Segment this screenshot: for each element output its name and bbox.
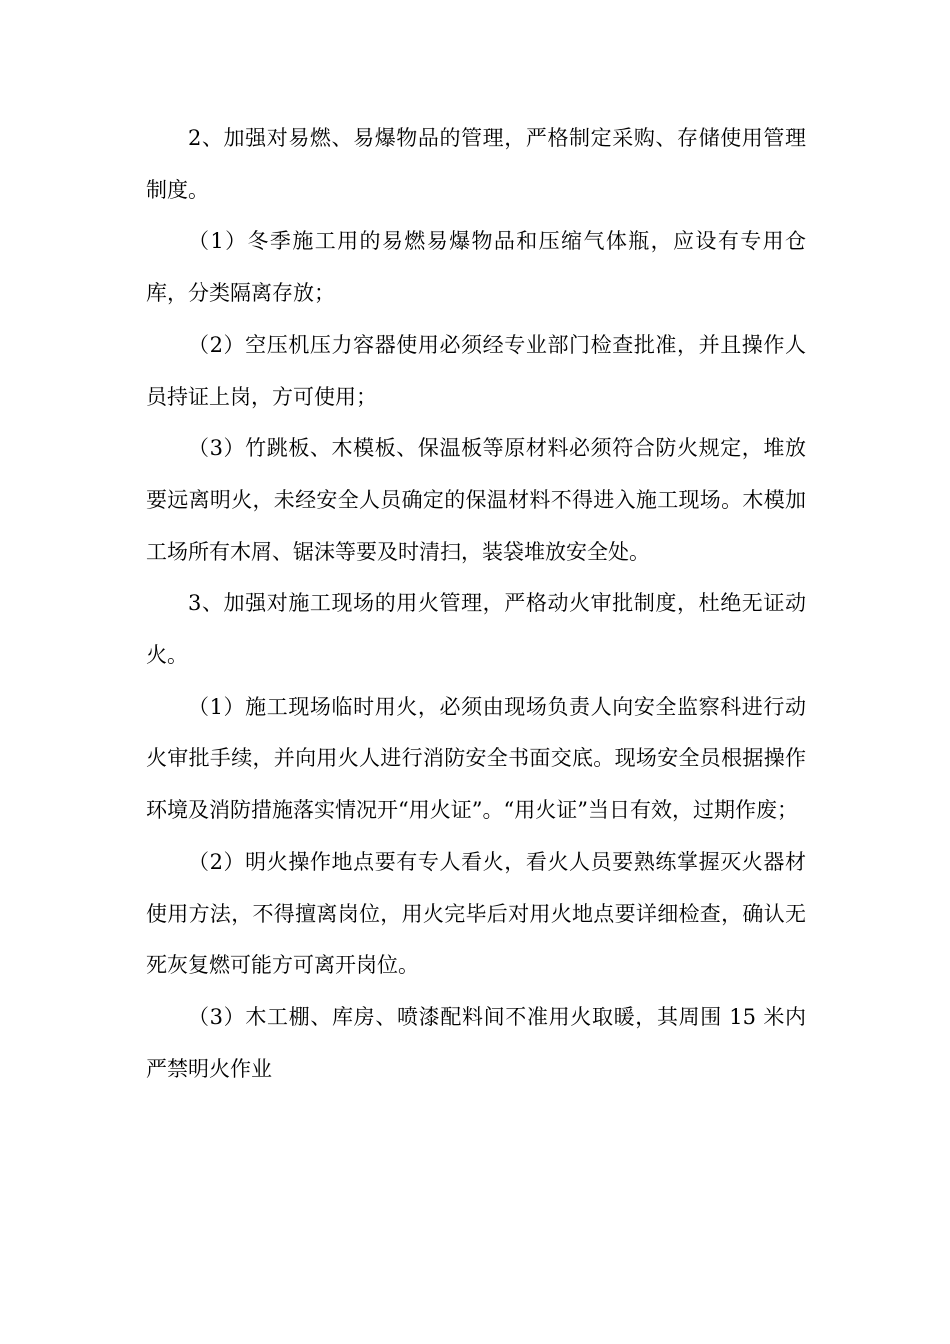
list-item-2-3: （3）竹跳板、木模板、保温板等原材料必须符合防火规定，堆放要远离明火，未经安全人员确定的保温材料不得进入施工现场。木模加工场所有木屑、锯沫等要及时清扫，装袋堆放安全处。 xyxy=(146,436,806,564)
section-heading-2: 2、加强对易燃、易爆物品的管理，严格制定采购、存储使用管理制度。 xyxy=(146,126,806,202)
list-item-2-2: （2）空压机压力容器使用必须经专业部门检查批准，并且操作人员持证上岗，方可使用； xyxy=(146,332,806,409)
document-body xyxy=(146,113,806,1095)
list-item-3-3: （3）木工棚、库房、喷漆配料间不准用火取暖，其周围 15 米内严禁明火作业 xyxy=(146,1004,806,1081)
section-heading-3: 3、加强对施工现场的用火管理，严格动火审批制度，杜绝无证动火。 xyxy=(146,591,806,668)
list-item-3-1: （1）施工现场临时用火，必须由现场负责人向安全监察科进行动火审批手续，并向用火人进行消防安全书面交底。现场安全员根据操作环境及消防措施落实情况开“用火证”。“用火证”当日有效，过期作废； xyxy=(146,694,806,823)
list-item-3-2: （2）明火操作地点要有专人看火，看火人员要熟练掌握灭火器材使用方法，不得擅离岗位，用火完毕后对用火地点要详细检查，确认无死灰复燃可能方可离开岗位。 xyxy=(146,849,806,978)
list-item-2-1: （1）冬季施工用的易燃易爆物品和压缩气体瓶，应设有专用仓库，分类隔离存放； xyxy=(146,229,806,306)
